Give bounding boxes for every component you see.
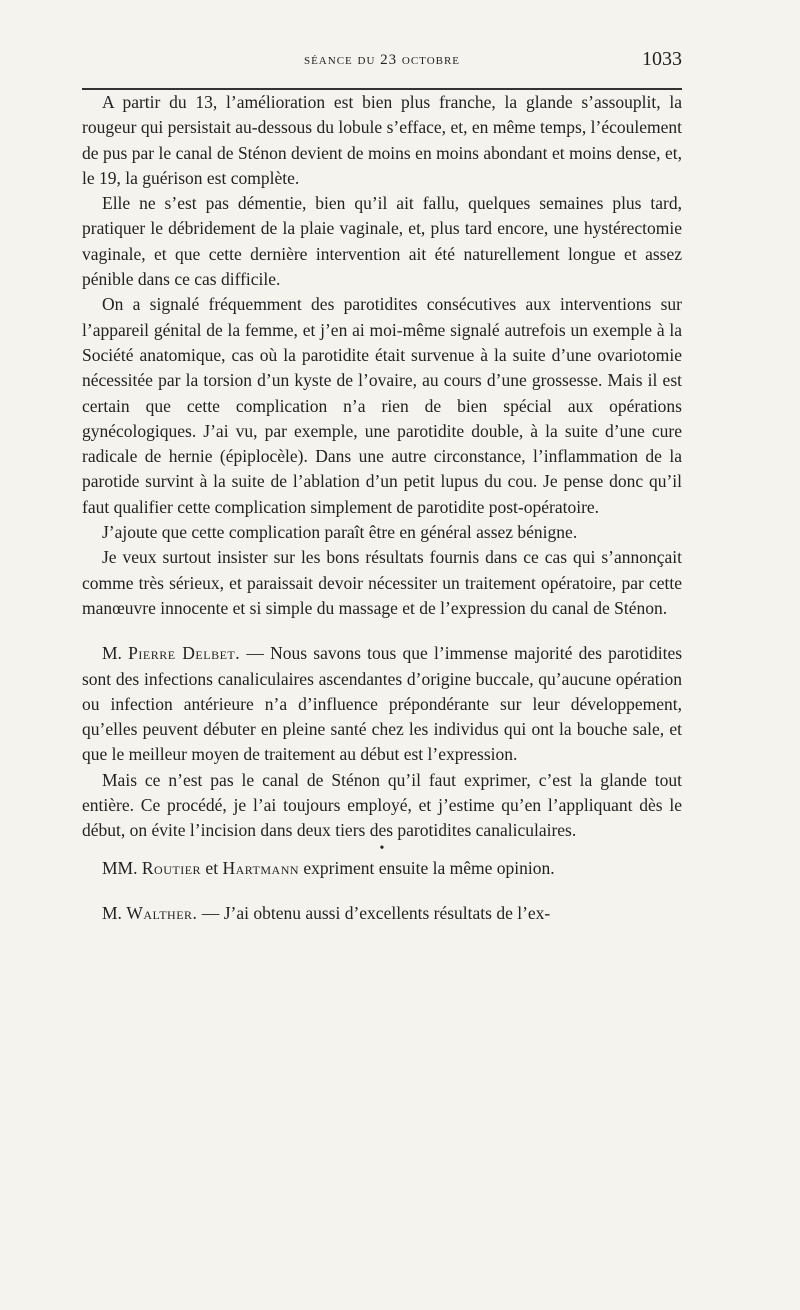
speaker-name: Walther. (126, 902, 198, 923)
paragraph: Mais ce n’est pas le canal de Sténon qu’il faut exprimer, c’est la glande tout entière. Ce procédé, je l’ai toujours employé, et j’estime qu’en l’appliquant dès le début, on évite l’incision dans deux tiers des parotidites canaliculaires. (82, 769, 682, 841)
section-gap (82, 881, 682, 901)
paragraph: On a signalé fréquemment des parotidites consécutives aux interventions sur l’appareil génital de la femme, et j’en ai moi-même signalé autrefois un exemple à la Société anatomique, cas où la parotidite était survenue à la suite d’une ovariotomie nécessitée par la torsion d’un kyste de l’ovaire, au cours d’une grossesse. Mais il est certain que cette complication n’a rien de bien spécial aux opérations gynécologiques. J’ai vu, par exemple, une parotidite double, à la suite d’une cure radicale de hernie (épiplocèle). Dans une autre circonstance, l’inflammation de la parotide survint à la suite de l’ablation d’un petit lupus du cou. Je pense donc qu’il faut qualifier cette complication simplement de parotidite post-opératoire. (82, 294, 682, 517)
page-number: 1033 (642, 48, 682, 70)
intervention-text: — Nous savons tous que l’immense majorité des parotidites sont des infections canaliculaires ascendantes d’origine buccale, qu’aucune opération ou infection antérieure n’a d’influence prépondérante sur leur développement, qu’elles peuvent débuter en pleine santé chez les individus qui ont la bouche sale, et que le meilleur moyen de traitement au début est l’expression. (82, 643, 683, 765)
speaker-name: Hartmann (222, 857, 300, 878)
speaker-prefix: M. (102, 902, 122, 923)
paragraph: Elle ne s’est pas démentie, bien qu’il ait fallu, quelques semaines plus tard, pratiquer le débridement de la plaie vaginale, et, plus tard encore, une hystérectomie vaginale, et que cette dernière intervention ait été naturellement longue et assez pénible dans ce cas difficile. (82, 193, 682, 290)
walther-intervention (82, 901, 682, 926)
speaker-name: Pierre Delbet. (128, 643, 241, 664)
section-gap (82, 621, 682, 641)
paragraph: A partir du 13, l’amélioration est bien plus franche, la glande s’assouplit, la rougeur qui persistait au-dessous du lobule s’efface, et, en même temps, l’écoulement de pus par le canal de Sténon devient de moins en moins abondant et moins dense, et, le 19, la guérison est complète. (82, 92, 682, 188)
statement-text: expriment ensuite la même opinion. (303, 857, 555, 878)
paragraph: J’ajoute que cette complication paraît être en général assez bénigne. (102, 522, 578, 543)
separator-dot: • (379, 840, 385, 856)
paragraph: Je veux surtout insister sur les bons résultats fournis dans ce cas qui s’annonçait comme très sérieux, et paraissait devoir nécessiter un traitement opératoire, par cette manœuvre innocente et si simple du massage et de l’expression du canal de Sténon. (82, 547, 682, 618)
speaker-name: Routier (141, 857, 202, 878)
running-title: séance du 23 octobre (303, 52, 461, 68)
delbet-intervention (82, 641, 682, 767)
intervention-text: — J’ai obtenu aussi d’excellents résultats de l’ex- (201, 902, 551, 923)
body-text (82, 90, 682, 926)
routier-hartmann-statement (82, 856, 682, 881)
speaker-prefix: M. (102, 643, 122, 664)
conjunction: et (205, 857, 219, 878)
page-header (82, 44, 682, 80)
speaker-prefix: MM. (102, 857, 138, 878)
